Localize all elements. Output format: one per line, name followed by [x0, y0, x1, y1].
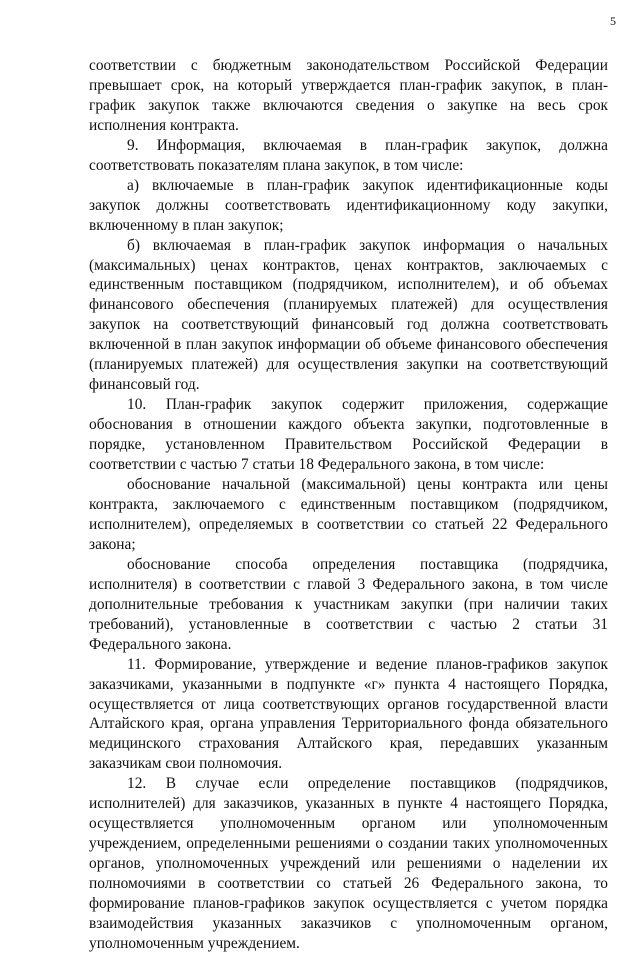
paragraph-item-12: 12. В случае если определение поставщиков (подрядчиков, исполнителей) для заказчиков, указанных в пункте 4 настоящего Порядка, осуществляется уполномоченным органом или уполномоченным учреждением, определенными решениями о создании таких уполномоченных органов, уполномоченных учреждений или решениями о наделении их полномочиями в соответствии со статьей 26 Федерального закона, то формирование планов-графиков закупок осуществляется с учетом порядка взаимодействия указанных заказчиков с уполномоченным органом, уполномоченным учреждением. — [89, 775, 608, 952]
paragraph-item-9: 9. Информация, включаемая в план-график закупок, должна соответствовать показателям плана закупок, в том числе: — [89, 136, 608, 174]
paragraph-continuation: соответствии с бюджетным законодательством Российской Федерации превышает срок, на который утверждается план-график закупок, в план-график закупок также включаются сведения о закупке на весь срок исполнения контракта. — [89, 57, 608, 134]
paragraph-subitem-b: б) включаемая в план-график закупок информация о начальных (максимальных) ценах контрактов, ценах контрактов, заключаемых с единственным поставщиком (подрядчиком, исполнителем), и об объемах финансового обеспечения (планируемых платежей) для осуществления закупок на соответствующий финансовый год должна соответствовать включенной в план закупок информации об объеме финансового обеспечения (планируемых платежей) для осуществления закупки на соответствующий финансовый год. — [89, 236, 608, 394]
page-number: 5 — [610, 14, 616, 28]
document-body — [89, 56, 608, 954]
paragraph-item-10: 10. План-график закупок содержит приложения, содержащие обоснования в отношении каждого объекта закупки, подготовленные в порядке, установленном Правительством Российской Федерации в соответствии с частью 7 статьи 18 Федерального закона, в том числе: — [89, 396, 608, 474]
paragraph-justification-price: обоснование начальной (максимальной) цены контракта или цены контракта, заключаемого с единственным поставщиком (подрядчиком, исполнителем), определяемых в соответствии со статьей 22 Федерального закона; — [89, 476, 608, 553]
paragraph-subitem-a: а) включаемые в план-график закупок идентификационные коды закупок должны соответствовать идентификационному коду закупки, включенному в план закупок; — [89, 176, 608, 234]
paragraph-justification-method: обоснование способа определения поставщика (подрядчика, исполнителя) в соответствии с главой 3 Федерального закона, в том числе дополнительные требования к участникам закупки (при наличии таких требований), установленные в соответствии с частью 2 статьи 31 Федерального закона. — [89, 555, 608, 653]
paragraph-item-11: 11. Формирование, утверждение и ведение планов-графиков закупок заказчиками, указанными в подпункте «г» пункта 4 настоящего Порядка, осуществляется от лица соответствующих органов государственной власти Алтайского края, органа управления Территориального фонда обязательного медицинского страхования Алтайского края, передавших указанным заказчикам свои полномочия. — [89, 655, 608, 773]
